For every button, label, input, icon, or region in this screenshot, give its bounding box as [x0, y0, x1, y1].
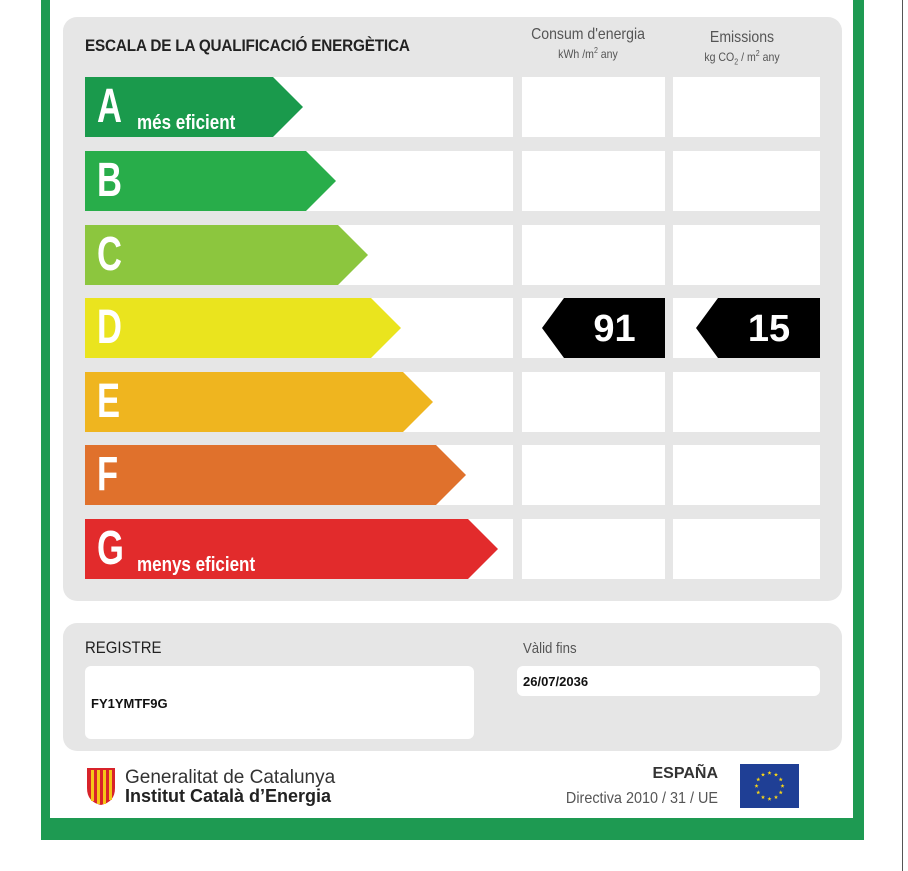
org-name: Generalitat de Catalunya: [125, 767, 336, 788]
rating-letter: A: [97, 80, 122, 133]
registry-label: REGISTRE: [85, 638, 162, 657]
emissions-unit: kg $CO_2 / m^2$ any: [704, 49, 780, 67]
consumption-column-header: [524, 26, 652, 61]
emissions-cell: [673, 372, 820, 432]
rating-letter: D: [97, 301, 122, 354]
rating-letter: F: [97, 448, 119, 501]
rating-bar-a: [85, 77, 308, 137]
directive-label: Directiva 2010 / 31 / UE: [565, 790, 718, 807]
consumption-marker-value: 91: [593, 308, 636, 350]
emissions-cell: [673, 519, 820, 579]
page-edge-rule: [902, 0, 903, 871]
consumption-cell: [522, 225, 665, 285]
emissions-title: Emissions: [709, 29, 775, 46]
rating-letter: G: [97, 522, 124, 575]
emissions-cell: [673, 445, 820, 505]
consumption-cell: [522, 151, 665, 211]
eu-flag-icon: [740, 764, 799, 813]
scale-title: ESCALA DE LA QUALIFICACIÓ ENERGÈTICA: [85, 36, 410, 55]
valid-until-label: Vàlid fins: [523, 640, 577, 657]
emissions-marker-value: 15: [747, 308, 791, 350]
rating-letter: E: [97, 375, 121, 428]
rating-bar-e: [85, 372, 438, 432]
country-label: ESPAÑA: [652, 765, 718, 782]
consumption-unit: kWh $/m^2$ any: [558, 46, 618, 61]
registry-number: FY1YMTF9G: [91, 696, 168, 711]
institute-name: Institut Català d’Energia: [125, 786, 332, 806]
emissions-cell: [673, 151, 820, 211]
consumption-cell: [522, 519, 665, 579]
rating-bar-f: [85, 445, 471, 505]
rating-bar-c: [85, 225, 373, 285]
consumption-cell: [522, 445, 665, 505]
rating-bar-b: [85, 151, 341, 211]
rating-letter: C: [97, 228, 122, 281]
consumption-cell: [522, 77, 665, 137]
emissions-cell: [673, 77, 820, 137]
rating-letter: B: [97, 154, 122, 207]
emissions-cell: [673, 225, 820, 285]
emissions-column-header: [677, 29, 807, 66]
emissions-marker: [696, 298, 820, 358]
rating-caption: més eficient: [137, 112, 236, 134]
rating-caption: menys eficient: [137, 554, 256, 576]
consumption-title: Consum d'energia: [531, 26, 645, 43]
rating-bar-d: [85, 298, 406, 358]
rating-bar-g: [85, 519, 503, 579]
consumption-marker: [542, 298, 665, 358]
valid-until-date: 26/07/2036: [523, 674, 589, 689]
generalitat-logo-icon: [85, 766, 117, 811]
consumption-cell: [522, 372, 665, 432]
